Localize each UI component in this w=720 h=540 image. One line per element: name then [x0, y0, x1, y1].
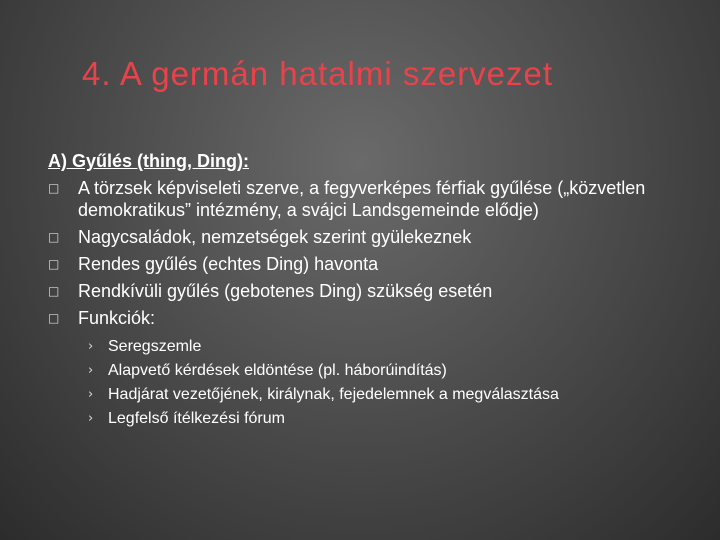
sub-bullet-text: Hadjárat vezetőjének, királynak, fejedelemnek a megválasztása: [108, 386, 559, 403]
sub-bullet-text: Legfelső ítélkezési fórum: [108, 410, 285, 427]
square-bullet-icon: □: [48, 181, 60, 195]
chevron-right-icon: ›: [88, 339, 94, 354]
bullet-text: Funkciók:: [78, 308, 156, 328]
sub-bullet-text: Alapvető kérdések eldöntése (pl. háborúindítás): [108, 362, 447, 379]
bullet-text: A törzsek képviseleti szerve, a fegyverképes férfiak gyűlése („közvetlen demokratikus” intézmény, a svájci Landsgemeinde elődje): [78, 178, 646, 220]
functions-list: [88, 335, 708, 431]
slide-content: [48, 150, 708, 431]
slide-title: 4. A germán hatalmi szervezet: [82, 55, 554, 92]
chevron-right-icon: ›: [88, 387, 94, 402]
square-bullet-icon: □: [48, 284, 60, 298]
square-bullet-icon: □: [48, 257, 60, 271]
square-bullet-icon: □: [48, 230, 60, 244]
bullet-item: [48, 307, 708, 329]
bullet-item: [48, 253, 708, 275]
bullet-text: Nagycsaládok, nemzetségek szerint gyülekeznek: [78, 227, 472, 247]
bullet-text: Rendkívüli gyűlés (gebotenes Ding) szükség esetén: [78, 281, 493, 301]
sub-bullet-text: Seregszemle: [108, 338, 202, 355]
square-bullet-icon: □: [48, 311, 60, 325]
sub-bullet-item: [88, 359, 708, 383]
bullet-text: Rendes gyűlés (echtes Ding) havonta: [78, 254, 379, 274]
sub-bullet-item: [88, 335, 708, 359]
bullet-item: [48, 226, 708, 248]
bullet-item: [48, 280, 708, 302]
chevron-right-icon: ›: [88, 411, 94, 426]
sub-bullet-item: [88, 383, 708, 407]
section-heading: A) Gyűlés (thing, Ding):: [48, 151, 249, 171]
bullet-item: [48, 177, 708, 221]
chevron-right-icon: ›: [88, 363, 94, 378]
sub-bullet-item: [88, 407, 708, 431]
